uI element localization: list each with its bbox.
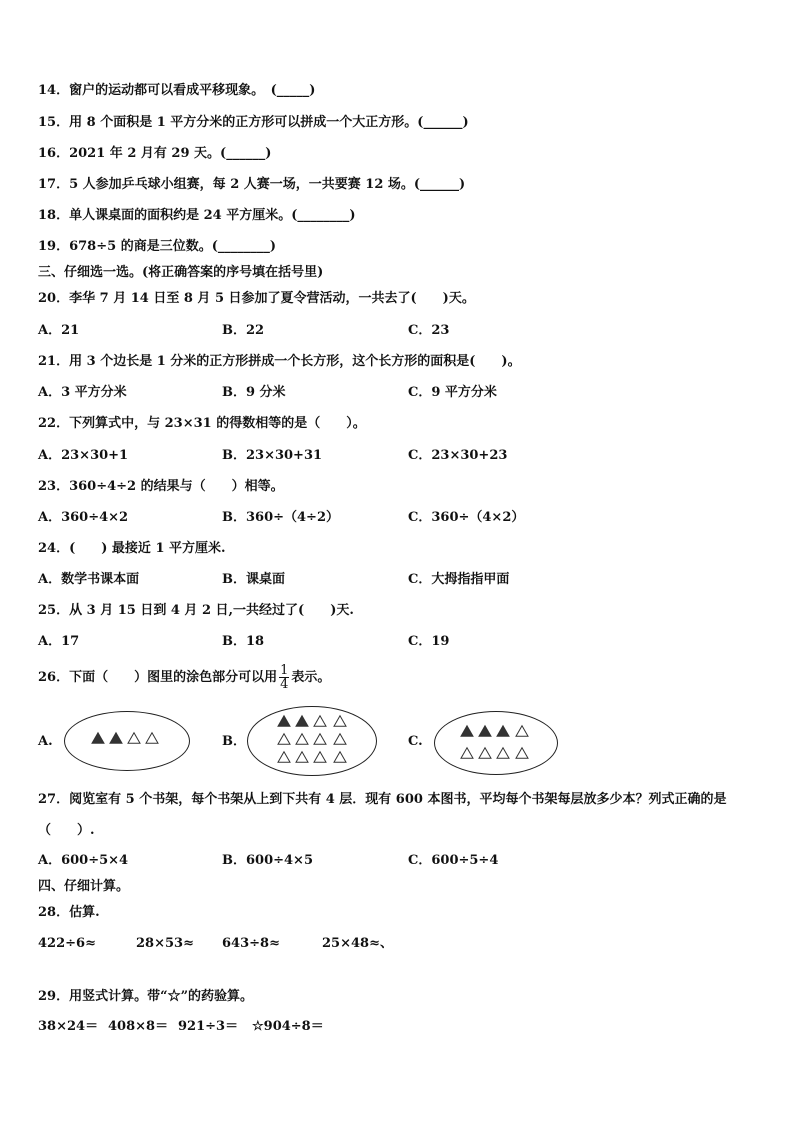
q24-option-a[interactable]: A．数学书课本面 [38, 572, 140, 587]
q26-option-c[interactable]: C. [408, 734, 423, 749]
calc-item-3[interactable]: 921÷3＝ [178, 1019, 239, 1034]
answer-blank[interactable]: (______) [413, 177, 466, 192]
answer-blank[interactable]: (_____) [270, 83, 316, 98]
question-26: 26．下面（ ）图里的涂色部分可以用 $\frac{1}{4}$ 表示。 [38, 663, 331, 692]
question-15: 15．用 8 个面积是 1 平方分米的正方形可以拼成一个大正方形。(______) [38, 115, 469, 130]
filled-triangle [461, 726, 473, 736]
calc-item-1[interactable]: 38×24＝ [38, 1019, 99, 1034]
q22-option-c[interactable]: C．23×30+23 [408, 448, 508, 463]
answer-blank[interactable]: (______) [417, 115, 469, 130]
empty-triangle [314, 752, 326, 762]
question-27-cont: （ ）. [38, 823, 95, 838]
question-24: 24．( ) 最接近 1 平方厘米. [38, 541, 226, 556]
q23-option-b[interactable]: B．360÷（4÷2） [222, 510, 340, 525]
empty-triangle [278, 752, 290, 762]
q20-option-a[interactable]: A．21 [38, 323, 80, 338]
calc-item-4[interactable]: ☆904÷8＝ [252, 1019, 324, 1034]
empty-triangle [146, 733, 158, 743]
answer-blank[interactable]: (________) [211, 239, 277, 254]
figure-a-triangles [64, 711, 188, 769]
q24-option-c[interactable]: C．大拇指指甲面 [408, 572, 510, 587]
q24-option-b[interactable]: B．课桌面 [222, 572, 285, 587]
q23-option-a[interactable]: A．360÷4×2 [38, 510, 129, 525]
estimate-item-4[interactable]: 25×48≈、 [322, 936, 393, 951]
q22-option-b[interactable]: B．23×30+31 [222, 448, 323, 463]
q22-option-a[interactable]: A．23×30+1 [38, 448, 129, 463]
q27-option-a[interactable]: A．600÷5×4 [38, 853, 129, 868]
question-19: 19．678÷5 的商是三位数。(________) [38, 239, 277, 254]
filled-triangle [278, 716, 290, 726]
section-4-heading: 四、仔细计算。 [38, 879, 130, 894]
q26-option-a[interactable]: A. [38, 734, 53, 749]
empty-triangle [314, 734, 326, 744]
empty-triangle [128, 733, 140, 743]
empty-triangle [516, 726, 528, 736]
empty-triangle [296, 734, 308, 744]
empty-triangle [278, 734, 290, 744]
figure-c-triangles [434, 711, 556, 773]
empty-triangle [479, 748, 491, 758]
q23-option-c[interactable]: C．360÷（4×2） [408, 510, 525, 525]
question-20: 20．李华 7 月 14 日至 8 月 5 日参加了夏令营活动，一共去了( )天。 [38, 291, 475, 306]
question-29: 29．用竖式计算。带“☆”的药验算。 [38, 989, 254, 1004]
q20-option-b[interactable]: B．22 [222, 323, 265, 338]
empty-triangle [314, 716, 326, 726]
calc-item-2[interactable]: 408×8＝ [108, 1019, 169, 1034]
empty-triangle [334, 734, 346, 744]
empty-triangle [461, 748, 473, 758]
answer-blank[interactable]: (______) [220, 146, 272, 161]
section-3-heading: 三、仔细选一选。(将正确答案的序号填在括号里) [38, 265, 324, 280]
fraction-one-quarter: $\frac{1}{4}$ [280, 663, 289, 692]
empty-triangle [334, 716, 346, 726]
filled-triangle [110, 733, 122, 743]
answer-blank[interactable]: (________) [291, 208, 356, 223]
q26-option-b[interactable]: B． [222, 734, 246, 749]
filled-triangle [92, 733, 104, 743]
estimate-item-3[interactable]: 643÷8≈ [222, 936, 280, 951]
empty-triangle [497, 748, 509, 758]
q21-option-a[interactable]: A．3 平方分米 [38, 385, 127, 400]
question-21: 21．用 3 个边长是 1 分米的正方形拼成一个长方形，这个长方形的面积是( )。 [38, 354, 521, 369]
question-28: 28．估算. [38, 905, 100, 920]
q27-option-b[interactable]: B．600÷4×5 [222, 853, 314, 868]
question-22: 22．下列算式中，与 23×31 的得数相等的是（ ）。 [38, 416, 366, 431]
q25-option-b[interactable]: B．18 [222, 634, 265, 649]
q27-option-c[interactable]: C．600÷5÷4 [408, 853, 499, 868]
q20-option-c[interactable]: C．23 [408, 323, 450, 338]
empty-triangle [334, 752, 346, 762]
filled-triangle [497, 726, 509, 736]
empty-triangle [516, 748, 528, 758]
q25-option-a[interactable]: A．17 [38, 634, 80, 649]
empty-triangle [296, 752, 308, 762]
question-27: 27．阅览室有 5 个书架，每个书架从上到下共有 4 层．现有 600 本图书，平均每个书架每层放多少本？列式正确的是 [38, 792, 727, 807]
filled-triangle [296, 716, 308, 726]
figure-b-triangles [247, 706, 375, 774]
question-17: 17．5 人参加乒乓球小组赛，每 2 人赛一场，一共要赛 12 场。(______) [38, 177, 466, 192]
question-16: 16．2021 年 2 月有 29 天。(______) [38, 146, 272, 161]
question-18: 18．单人课桌面的面积约是 24 平方厘米。(________) [38, 208, 356, 223]
q25-option-c[interactable]: C．19 [408, 634, 450, 649]
filled-triangle [479, 726, 491, 736]
q21-option-c[interactable]: C．9 平方分米 [408, 385, 497, 400]
question-23: 23．360÷4÷2 的结果与（ ）相等。 [38, 479, 284, 494]
estimate-item-1[interactable]: 422÷6≈ [38, 936, 96, 951]
question-25: 25．从 3 月 15 日到 4 月 2 日,一共经过了( )天. [38, 603, 354, 618]
q21-option-b[interactable]: B．9 分米 [222, 385, 286, 400]
estimate-item-2[interactable]: 28×53≈ [136, 936, 194, 951]
question-14: 14．窗户的运动都可以看成平移现象。 (_____) [38, 83, 316, 98]
